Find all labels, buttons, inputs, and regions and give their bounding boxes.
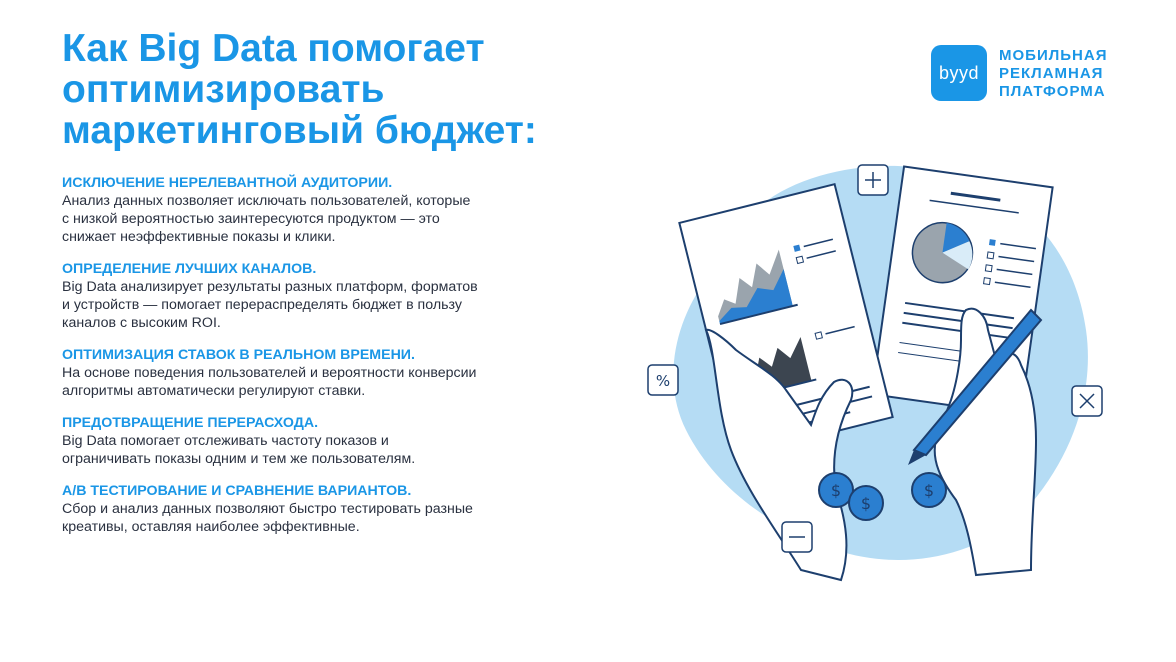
coin-icon bbox=[819, 473, 853, 507]
minus-icon bbox=[782, 522, 812, 552]
benefit-line: Анализ данных позволяет исключать пользователей, которые bbox=[62, 193, 471, 209]
logo-tagline-line-1: МОБИЛЬНАЯ bbox=[999, 47, 1108, 64]
benefit-description bbox=[62, 278, 582, 332]
benefit-line: и устройств — помогает перераспределять бюджет в пользу bbox=[62, 297, 462, 313]
benefit-heading: ПРЕДОТВРАЩЕНИЕ ПЕРЕРАСХОДА. bbox=[62, 415, 319, 431]
benefit-heading: ИСКЛЮЧЕНИЕ НЕРЕЛЕВАНТНОЙ АУДИТОРИИ. bbox=[62, 175, 393, 191]
coin-icon bbox=[912, 473, 946, 507]
page-title bbox=[62, 28, 622, 151]
benefit-line: На основе поведения пользователей и вероятности конверсии bbox=[62, 365, 477, 381]
benefit-line: Big Data анализирует результаты разных платформ, форматов bbox=[62, 279, 478, 295]
benefit-line: Big Data помогает отслеживать частоту показов и bbox=[62, 433, 389, 449]
benefit-heading: ОПТИМИЗАЦИЯ СТАВОК В РЕАЛЬНОМ ВРЕМЕНИ. bbox=[62, 347, 415, 363]
svg-text:$: $ bbox=[860, 494, 872, 513]
benefit-item bbox=[62, 174, 582, 246]
hands-reports-illustration bbox=[636, 150, 1116, 590]
benefit-item bbox=[62, 260, 582, 332]
logo-mark: byyd bbox=[931, 45, 987, 101]
benefit-item bbox=[62, 482, 582, 536]
percent-icon bbox=[648, 365, 678, 395]
benefit-item bbox=[62, 414, 582, 468]
title-line-1: Как Big Data помогает bbox=[62, 27, 485, 70]
plus-icon bbox=[858, 165, 888, 195]
benefit-line: ограничивать показы одним и тем же пользователям. bbox=[62, 451, 416, 467]
logo-tagline bbox=[999, 47, 1107, 101]
benefit-line: креативы, оставляя наиболее эффективные. bbox=[62, 519, 360, 535]
logo-tagline-line-3: ПЛАТФОРМА bbox=[999, 83, 1106, 100]
svg-text:%: % bbox=[655, 372, 671, 390]
benefit-line: Сбор и анализ данных позволяют быстро тестировать разные bbox=[62, 501, 473, 517]
benefit-line: каналов с высоким ROI. bbox=[62, 315, 221, 331]
brand-logo[interactable] bbox=[931, 45, 1161, 105]
svg-text:$: $ bbox=[923, 481, 935, 500]
title-line-3: маркетинговый бюджет: bbox=[62, 109, 537, 152]
benefit-description bbox=[62, 432, 582, 468]
benefit-line: с низкой вероятностью заинтересуются продуктом — это bbox=[62, 211, 440, 227]
benefit-heading: ОПРЕДЕЛЕНИЕ ЛУЧШИХ КАНАЛОВ. bbox=[62, 261, 317, 277]
benefit-line: алгоритмы автоматически регулируют ставки. bbox=[62, 383, 366, 399]
benefit-heading: A/B ТЕСТИРОВАНИЕ И СРАВНЕНИЕ ВАРИАНТОВ. bbox=[62, 483, 412, 499]
logo-tagline-line-2: РЕКЛАМНАЯ bbox=[999, 65, 1104, 82]
benefits-list bbox=[62, 174, 582, 550]
benefit-item bbox=[62, 346, 582, 400]
title-line-2: оптимизировать bbox=[62, 68, 385, 111]
close-icon bbox=[1072, 386, 1102, 416]
benefit-description bbox=[62, 500, 582, 536]
benefit-line: снижает неэффективные показы и клики. bbox=[62, 229, 336, 245]
benefit-description bbox=[62, 364, 582, 400]
benefit-description bbox=[62, 192, 582, 246]
svg-text:$: $ bbox=[830, 481, 842, 500]
coin-icon bbox=[849, 486, 883, 520]
